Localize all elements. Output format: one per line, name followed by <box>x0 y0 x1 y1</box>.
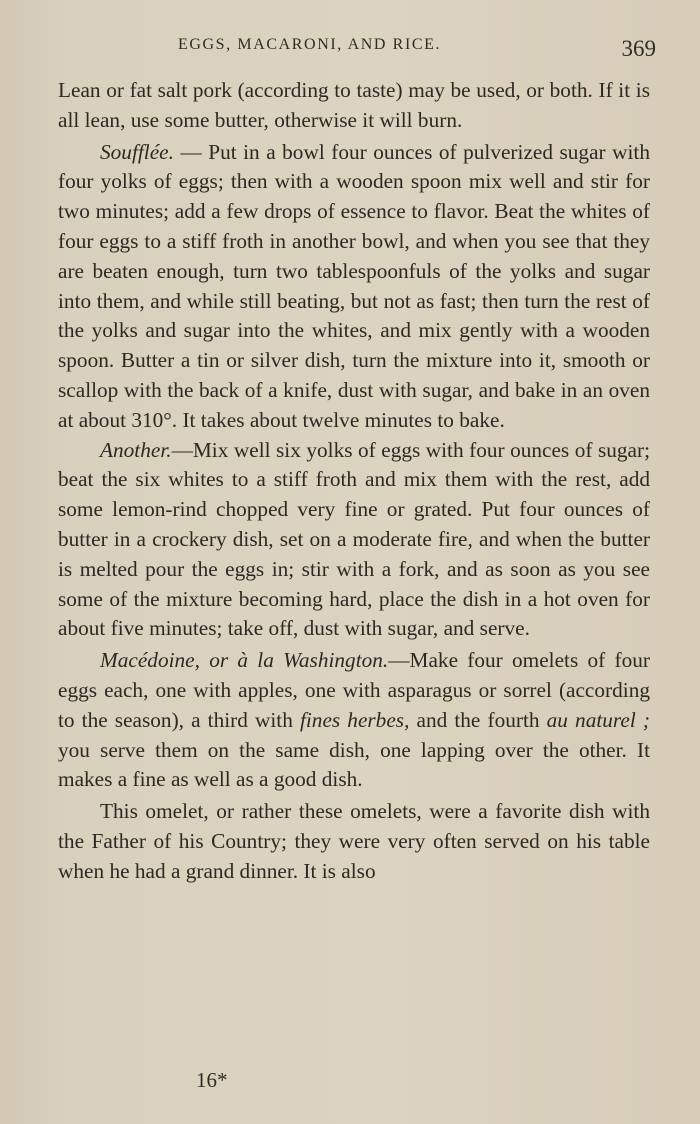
paragraph-macedoine-body-c: you serve them on the same dish, one lapping over the other. It makes a fine as well as a good dish. <box>58 737 650 792</box>
recipe-title-souffle: Soufflée. <box>100 139 174 164</box>
running-head: EGGS, MACARONI, AND RICE. <box>178 36 442 53</box>
paragraph-macedoine <box>58 646 650 795</box>
signature-mark: 16* <box>196 1068 228 1092</box>
recipe-title-another: Another. <box>100 437 172 462</box>
paragraph-another <box>58 436 650 645</box>
paragraph-souffle <box>58 138 650 436</box>
term-fines-herbes: fines herbes, <box>299 707 410 732</box>
recipe-title-macedoine: Macédoine, or à la Washington. <box>100 648 389 673</box>
paragraph-macedoine-body-b: and the fourth <box>409 707 547 732</box>
paragraph-macedoine-body-a: —Make four omelets of four eggs each, one with apples, one with asparagus or sorrel (according to the season), a third with <box>58 648 650 732</box>
paragraph-continuation: Lean or fat salt pork (according to taste) may be used, or both. If it is all lean, use some butter, otherwise it will burn. <box>58 78 650 132</box>
paragraph-omelet-note: This omelet, or rather these omelets, were a favorite dish with the Father of his Country; they were very often served on his table when he had a grand dinner. It is also <box>58 799 650 883</box>
paragraph-souffle-body: — Put in a bowl four ounces of pulverized sugar with four yolks of eggs; then with a wooden spoon mix well and stir for two minutes; add a few drops of essence to flavor. Beat the whites of four eggs to a stiff froth in another bowl, and when you see that they are beaten enough, turn two tablespoonfuls of the yolks and sugar into them, and while still beating, but not as fast; then turn the rest of the yolks and sugar into the whites, and mix gently with a wooden spoon. Butter a tin or silver dish, turn the mixture into it, smooth or scallop with the back of a knife, dust with sugar, and bake in an oven at about 310°. It takes about twelve minutes to bake. <box>58 139 650 432</box>
page-number: 369 <box>621 36 656 61</box>
body-text <box>58 76 650 887</box>
term-au-naturel: au naturel ; <box>546 707 650 732</box>
paragraph-another-body: —Mix well six yolks of eggs with four ounces of sugar; beat the six whites to a stiff froth and mix them with the rest, add some lemon-rind chopped very fine or grated. Put four ounces of butter in a crockery dish, set on a moderate fire, and when the butter is melted pour the eggs in; stir with a fork, and as soon as you see some of the mixture becoming hard, place the dish in a hot oven for about five minutes; take off, dust with sugar, and serve. <box>58 437 650 641</box>
